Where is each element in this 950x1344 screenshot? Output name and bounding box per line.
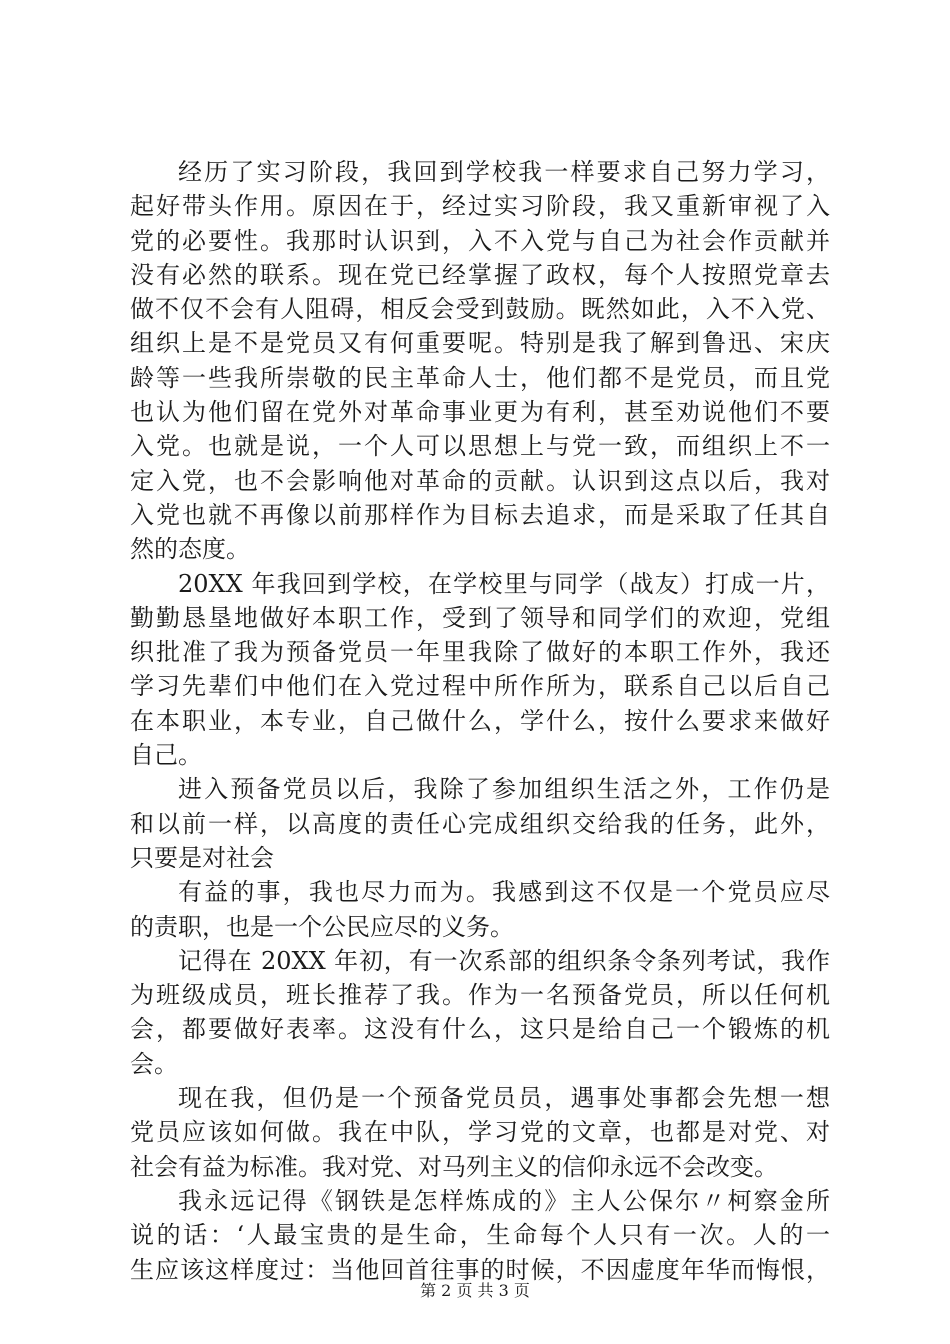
text-line: 入党。也就是说，一个人可以思想上与党一致，而组织上不一 [130, 432, 830, 461]
text-line: 和以前一样，以高度的责任心完成组织交给我的任务，此外， [130, 809, 830, 838]
text-line: 定入党，也不会影响他对革命的贡献。认识到这点以后，我对 [130, 466, 830, 495]
text-line: 龄等一些我所崇敬的民主革命人士，他们都不是党员，而且党 [130, 363, 830, 392]
text-line: 的责职，也是一个公民应尽的义务。 [130, 912, 514, 941]
document-body [130, 155, 830, 1287]
text-line: 在本职业，本专业，自己做什么，学什么，按什么要求来做好 [130, 706, 830, 735]
text-line: 学习先辈们中他们在入党过程中所作所为，联系自己以后自己 [130, 672, 830, 701]
text-line: 组织上是不是党员又有何重要呢。特别是我了解到鲁迅、宋庆 [130, 329, 830, 358]
text-line: 进入预备党员以后，我除了参加组织生活之外，工作仍是 [178, 775, 830, 804]
text-line: 然的态度。 [130, 535, 250, 564]
text-line: 说的话：‘人最宝贵的是生命，生命每个人只有一次。人的一 [130, 1221, 830, 1250]
text-line: 党员应该如何做。我在中队，学习党的文章，也都是对党、对 [130, 1118, 830, 1147]
text-line: 会。 [130, 1049, 178, 1078]
text-line: 现在我，但仍是一个预备党员员，遇事处事都会先想一想 [178, 1084, 830, 1113]
text-line: 做不仅不会有人阻碍，相反会受到鼓励。既然如此，入不入党、 [130, 295, 830, 324]
text-line: 入党也就不再像以前那样作为目标去追求，而是采取了任其自 [130, 500, 830, 529]
text-line: 没有必然的联系。现在党已经掌握了政权，每个人按照党章去 [130, 260, 830, 289]
text-line: 生应该这样度过：当他回首往事的时候，不因虚度年华而悔恨， [130, 1255, 830, 1284]
text-line: 经历了实习阶段，我回到学校我一样要求自己努力学习， [178, 158, 830, 186]
text-line: 社会有益为标准。我对党、对马列主义的信仰永远不会改变。 [130, 1152, 778, 1181]
text-line: 勤勤恳垦地做好本职工作，受到了领导和同学们的欢迎，党组 [130, 603, 830, 632]
text-line: 记得在 20XX 年初，有一次系部的组织条令条列考试，我作 [178, 946, 830, 975]
text-line: 织批准了我为预备党员一年里我除了做好的本职工作外，我还 [130, 638, 830, 667]
text-line: 会，都要做好表率。这没有什么，这只是给自己一个锻炼的机 [130, 1015, 830, 1044]
text-line: 我永远记得《钢铁是怎样炼成的》主人公保尔〃柯察金所 [178, 1186, 830, 1215]
text-line: 有益的事，我也尽力而为。我感到这不仅是一个党员应尽 [178, 878, 830, 907]
text-line: 也认为他们留在党外对革命事业更为有利，甚至劝说他们不要 [130, 398, 830, 427]
text-line: 20XX 年我回到学校，在学校里与同学（战友）打成一片， [178, 569, 830, 598]
text-line: 自己。 [130, 741, 202, 770]
text-line: 只要是对社会 [130, 843, 274, 872]
text-line: 起好带头作用。原因在于，经过实习阶段，我又重新审视了入 [130, 192, 830, 221]
text-line: 为班级成员，班长推荐了我。作为一名预备党员，所以任何机 [130, 981, 830, 1010]
page-footer: 第 2 页 共 3 页 [420, 1281, 530, 1300]
text-line: 党的必要性。我那时认识到，入不入党与自己为社会作贡献并 [130, 226, 830, 255]
